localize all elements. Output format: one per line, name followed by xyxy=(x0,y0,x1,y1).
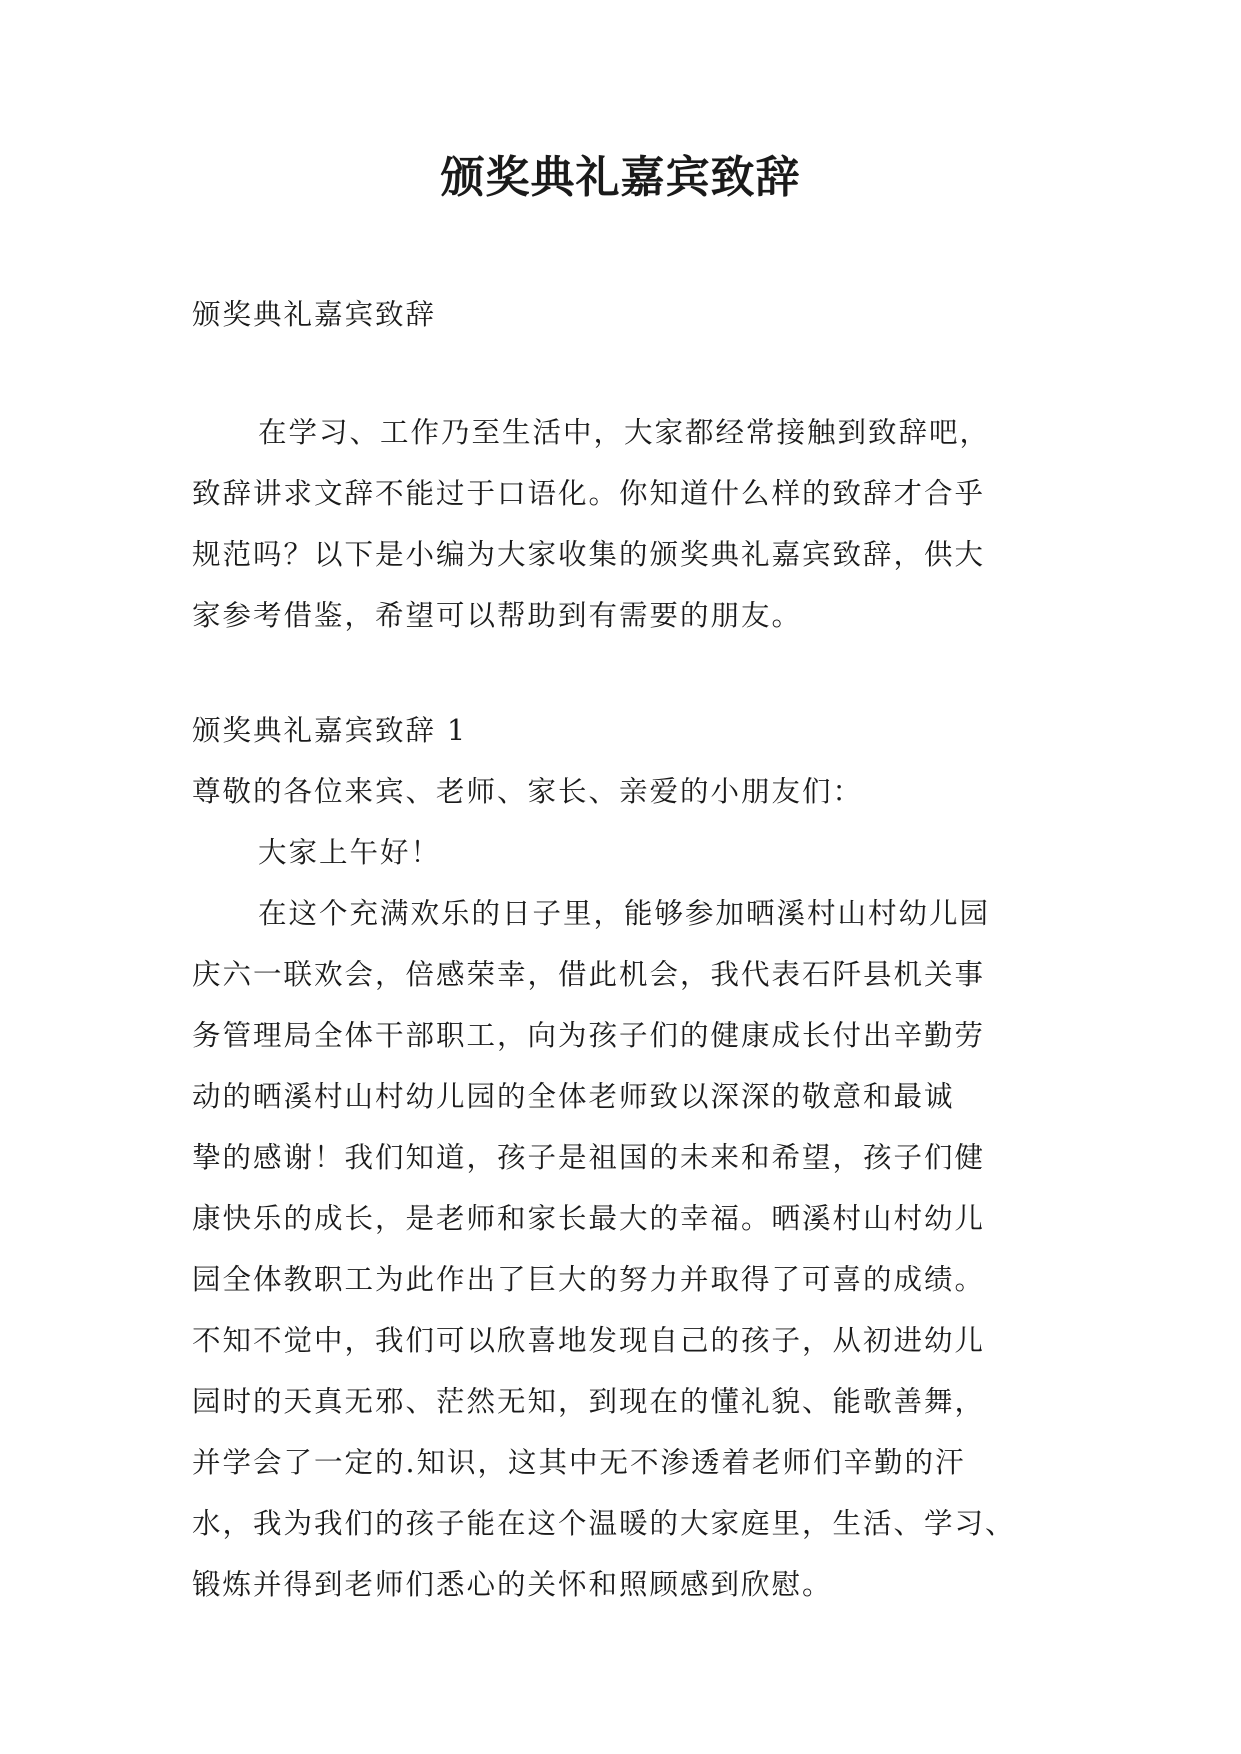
intro-line: 家参考借鉴，希望可以帮助到有需要的朋友。 xyxy=(192,599,803,632)
body-line: 康快乐的成长，是老师和家长最大的幸福。晒溪村山村幼儿 xyxy=(192,1202,986,1235)
body-line: 并学会了一定的.知识，这其中无不渗透着老师们辛勤的汗 xyxy=(192,1446,966,1479)
body-line: 在这个充满欢乐的日子里，能够参加晒溪村山村幼儿园 xyxy=(258,897,991,930)
speech-section xyxy=(192,700,1072,1615)
intro-line: 规范吗？以下是小编为大家收集的颁奖典礼嘉宾致辞，供大 xyxy=(192,538,986,571)
document-title: 颁奖典礼嘉宾致辞 xyxy=(440,152,801,203)
document-subtitle xyxy=(192,284,1072,345)
body-line: 动的晒溪村山村幼儿园的全体老师致以深深的敬意和最诚 xyxy=(192,1080,955,1113)
body-line: 锻炼并得到老师们悉心的关怀和照顾感到欣慰。 xyxy=(192,1568,833,1601)
body-line: 水，我为我们的孩子能在这个温暖的大家庭里，生活、学习、 xyxy=(192,1507,1016,1540)
intro-line: 在学习、工作乃至生活中，大家都经常接触到致辞吧， xyxy=(258,416,991,449)
intro-line: 致辞讲求文辞不能过于口语化。你知道什么样的致辞才合乎 xyxy=(192,477,986,510)
intro-paragraph xyxy=(192,402,1072,646)
salutation: 尊敬的各位来宾、老师、家长、亲爱的小朋友们： xyxy=(192,775,864,808)
section-heading: 颁奖典礼嘉宾致辞 1 xyxy=(192,714,468,747)
body-line: 挚的感谢！我们知道，孩子是祖国的未来和希望，孩子们健 xyxy=(192,1141,986,1174)
body-line: 不知不觉中，我们可以欣喜地发现自己的孩子，从初进幼儿 xyxy=(192,1324,986,1357)
body-line: 园全体教职工为此作出了巨大的努力并取得了可喜的成绩。 xyxy=(192,1263,986,1296)
subtitle-text: 颁奖典礼嘉宾致辞 xyxy=(192,298,437,331)
body-line: 庆六一联欢会，倍感荣幸，借此机会，我代表石阡县机关事 xyxy=(192,958,986,991)
body-line: 园时的天真无邪、茫然无知，到现在的懂礼貌、能歌善舞， xyxy=(192,1385,986,1418)
greeting: 大家上午好！ xyxy=(258,836,442,869)
body-line: 务管理局全体干部职工，向为孩子们的健康成长付出辛勤劳 xyxy=(192,1019,986,1052)
